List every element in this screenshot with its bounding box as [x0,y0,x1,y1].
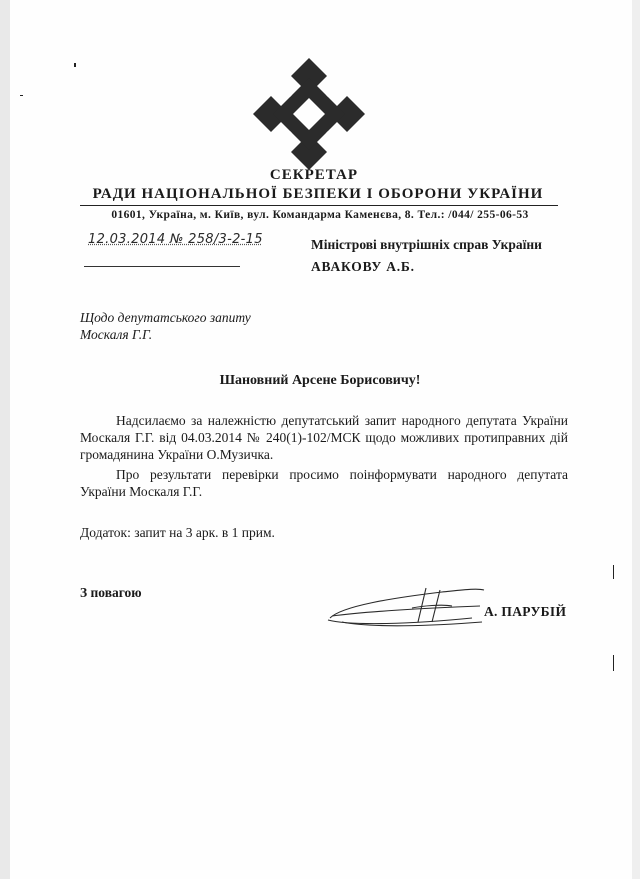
greeting: Шановний Арсене Борисовичу! [219,373,421,388]
nsdc-emblem-icon [253,58,365,170]
recipient-block [311,234,542,278]
body-paragraph: Про результати перевірки просимо поінформувати народного депутата України Москаля Г.Г. [80,467,568,499]
header-address: 01601, Україна, м. Київ, вул. Командарма Каменєва, 8. Тел.: /044/ 255-06-53 [111,209,529,221]
subject-line: Щодо депутатського запиту [80,310,251,325]
subject-block [80,309,251,343]
scan-speck [20,95,23,96]
subject-line: Москаля Г.Г. [80,327,153,342]
signer-name: А. ПАРУБІЙ [484,604,567,619]
closing-phrase: З повагою [80,585,142,600]
registration-number: 12.03.2014 № 258/3-2-15 [88,232,263,247]
body-paragraph: Надсилаємо за належністю депутатський запит народного депутата України Москаля Г.Г. від 04.03.2014 № 240(1)-102/МСК щодо можливих протиправних дій громадянина України О.Музичка. [80,413,568,462]
scan-edge-left [0,0,10,879]
registration-underline [84,266,240,267]
handwritten-signature-icon [322,578,492,632]
scan-speck [613,655,614,671]
attachment-note: Додаток: запит на 3 арк. в 1 прим. [80,525,275,540]
header-divider [80,205,558,206]
scan-speck [74,63,76,67]
recipient-name: АВАКОВУ А.Б. [311,259,415,274]
scan-speck [613,565,614,579]
header-title-council: РАДИ НАЦІОНАЛЬНОЇ БЕЗПЕКИ І ОБОРОНИ УКРАЇНИ [92,186,544,202]
header-title-secretary: СЕКРЕТАР [269,167,359,183]
recipient-position: Міністрові внутрішніх справ України [311,237,542,252]
scan-edge-right [632,0,640,879]
